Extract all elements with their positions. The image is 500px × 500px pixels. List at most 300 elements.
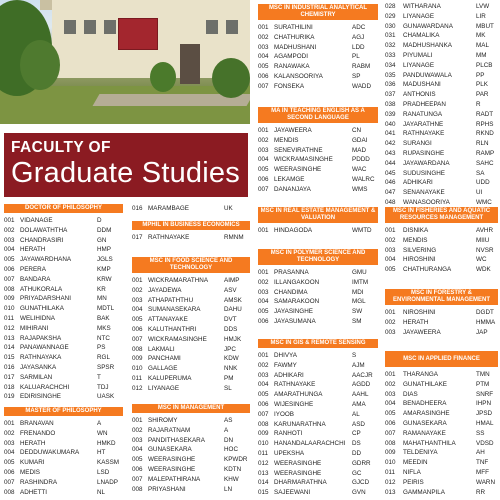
- entry-number: 016: [4, 363, 15, 371]
- list-item: [132, 335, 250, 345]
- list-item: [4, 265, 123, 275]
- entry-name: CHATHURANGA: [403, 266, 452, 274]
- entry-number: 016: [132, 205, 143, 212]
- list-item: [4, 245, 123, 255]
- entry-initials: DD: [352, 449, 362, 457]
- entry-name: WICKRAMASINGHE: [274, 156, 333, 164]
- entry-name: WICKRAMARATHNA: [148, 277, 209, 284]
- entry-number: 012: [132, 384, 143, 392]
- entry-name: VIDANAGE: [20, 217, 53, 224]
- entry-number: 005: [132, 316, 143, 324]
- section-header: MSC IN FORESTRY & ENVIRONMENTAL MANAGEMENT: [385, 289, 498, 305]
- section-msc-food-science: [132, 257, 250, 394]
- entry-initials: RMNM: [224, 234, 244, 241]
- entry-number: 012: [258, 459, 269, 467]
- list-item: [385, 90, 498, 100]
- entry-name: PERERA: [20, 265, 46, 273]
- entry-name: RATHNAYAKE: [403, 130, 445, 138]
- entry-number: 031: [385, 32, 396, 40]
- entry-initials: A: [97, 420, 102, 427]
- entry-number: 004: [258, 53, 269, 61]
- list-item: [258, 317, 378, 327]
- entry-name: PRIYADARSHANI: [20, 295, 71, 303]
- entry-name: JAYASUMANA: [274, 317, 316, 325]
- entry-initials: CP: [352, 430, 361, 438]
- entry-initials: SW: [352, 308, 363, 316]
- entry-initials: AVHR: [476, 227, 494, 234]
- entry-name: HANANDALAARACHCHI: [274, 440, 346, 448]
- list-item: [258, 351, 378, 361]
- entry-initials: HMAL: [476, 419, 494, 427]
- entry-initials: SS: [476, 429, 485, 437]
- list-item: [132, 445, 250, 455]
- entry-name: PANCHAMI: [148, 355, 181, 363]
- list-item: [385, 478, 498, 488]
- entry-number: 005: [258, 166, 269, 174]
- entry-number: 015: [4, 354, 15, 362]
- entry-number: 003: [258, 146, 269, 154]
- entry-initials: WMTD: [352, 227, 372, 234]
- entry-number: 015: [258, 489, 269, 497]
- entry-number: 011: [258, 449, 269, 457]
- section-continued-list: [385, 2, 498, 208]
- entry-initials: JAP: [476, 328, 488, 336]
- entry-initials: CN: [352, 127, 362, 134]
- entry-number: 046: [385, 179, 396, 187]
- entry-number: 013: [258, 469, 269, 477]
- entry-name: GAMMANPILA: [403, 488, 445, 496]
- entry-name: DISNIKA: [403, 227, 429, 234]
- list-item: [4, 255, 123, 265]
- entry-number: 010: [385, 459, 396, 467]
- entry-name: SENEVIRATHNE: [274, 146, 323, 154]
- list-item: [132, 315, 250, 325]
- entry-initials: SP: [352, 72, 361, 80]
- list-item: [385, 370, 498, 380]
- list-item: [385, 100, 498, 110]
- list-item: [4, 294, 123, 304]
- entry-name: WEERASINGHE: [274, 459, 322, 467]
- entry-initials: RADT: [476, 110, 494, 118]
- entry-name: PEIRIS: [403, 478, 424, 486]
- entry-name: HERATH: [20, 439, 46, 447]
- entry-number: 012: [385, 478, 396, 486]
- list-item: [4, 314, 123, 324]
- entry-name: KUMARI: [20, 459, 45, 467]
- entry-number: 008: [258, 420, 269, 428]
- entry-name: GUNAWARDANA: [403, 22, 453, 30]
- entry-number: 001: [258, 127, 269, 134]
- list-item: [132, 233, 250, 243]
- list-item: [385, 265, 498, 275]
- list-item: [258, 390, 378, 400]
- entry-name: AMARASINGHE: [403, 410, 450, 418]
- entry-initials: LN: [224, 485, 233, 493]
- entry-initials: AH: [476, 449, 485, 457]
- entry-name: FRENANDO: [20, 429, 56, 437]
- list-item: [258, 307, 378, 317]
- entry-initials: KMP: [97, 265, 111, 273]
- entry-name: MIHIRANI: [20, 324, 49, 332]
- list-item: [385, 419, 498, 429]
- list-item: [4, 478, 123, 488]
- entry-number: 008: [132, 345, 143, 353]
- entry-number: 042: [385, 140, 396, 148]
- entry-number: 005: [258, 391, 269, 399]
- list-item: [258, 288, 378, 298]
- entry-number: 004: [258, 156, 269, 164]
- entry-initials: AS: [224, 417, 233, 424]
- entry-name: GUNATHILAKE: [403, 380, 447, 388]
- entry-number: 002: [385, 236, 396, 244]
- entry-initials: SPSR: [97, 363, 115, 371]
- list-item: [4, 324, 123, 334]
- list-item: [385, 488, 498, 498]
- list-item: [385, 139, 498, 149]
- section-msc-fisheries: [385, 207, 498, 275]
- entry-name: SILVERING: [403, 246, 437, 254]
- list-item: [258, 72, 378, 82]
- entry-number: 003: [132, 436, 143, 444]
- entry-number: 008: [4, 488, 15, 496]
- list-item: [385, 236, 498, 246]
- list-item: [258, 52, 378, 62]
- entry-initials: MGL: [352, 298, 366, 306]
- entry-number: 004: [385, 256, 396, 264]
- entry-initials: RGL: [97, 354, 110, 362]
- list-item: [132, 465, 250, 475]
- list-item: [258, 175, 378, 185]
- entry-number: 011: [4, 314, 15, 322]
- list-item: [258, 371, 378, 381]
- entry-initials: MIIU: [476, 236, 490, 244]
- entry-number: 028: [385, 3, 396, 10]
- entry-name: PANDITHASEKARA: [148, 436, 205, 444]
- faculty-banner: [4, 133, 248, 197]
- entry-initials: SL: [224, 384, 232, 392]
- entry-name: ADHIKARI: [274, 371, 304, 379]
- entry-number: 045: [385, 169, 396, 177]
- entry-name: MALEPATHIRANA: [148, 475, 201, 483]
- entry-initials: WC: [476, 256, 487, 264]
- entry-initials: AGJ: [352, 33, 365, 41]
- list-item: [4, 468, 123, 478]
- entry-name: MEDIS: [20, 468, 40, 476]
- entry-number: 002: [258, 361, 269, 369]
- entry-name: KALANSOORIYA: [274, 72, 323, 80]
- entry-number: 017: [132, 234, 143, 241]
- entry-initials: AL: [352, 410, 360, 418]
- section-header: MSC IN INDUSTRIAL ANALYTICAL CHEMISTRY: [258, 4, 378, 20]
- entry-number: 009: [385, 449, 396, 457]
- entry-initials: UK: [224, 205, 233, 212]
- entry-number: 003: [258, 371, 269, 379]
- entry-name: SARMILAN: [20, 373, 53, 381]
- entry-name: LIYANAGE: [148, 384, 180, 392]
- entry-name: WANASOORIYA: [403, 198, 450, 206]
- section-header: MSC IN MANAGEMENT: [132, 404, 250, 413]
- list-item: [385, 80, 498, 90]
- entry-name: WEERASINGHE: [148, 456, 196, 464]
- entry-initials: IHPN: [476, 400, 492, 408]
- entry-name: MADUSHANI: [403, 81, 441, 89]
- list-item: [258, 268, 378, 278]
- list-item: [385, 149, 498, 159]
- list-item: [385, 159, 498, 169]
- section-msc-real-estate: [258, 207, 378, 236]
- entry-number: 007: [258, 410, 269, 418]
- entry-name: RATHNAYAKE: [148, 234, 190, 241]
- entry-number: 003: [385, 390, 396, 398]
- entry-initials: JPC: [224, 345, 236, 353]
- list-item: [258, 82, 378, 92]
- entry-number: 002: [132, 426, 143, 434]
- entry-number: 006: [4, 265, 15, 273]
- entry-number: 006: [258, 400, 269, 408]
- entry-name: JAYASANKA: [20, 363, 57, 371]
- entry-name: SUMANASEKARA: [148, 306, 201, 314]
- entry-number: 005: [4, 459, 15, 467]
- section-header: MASTER OF PHILOSOPHY: [4, 407, 123, 416]
- entry-number: 047: [385, 189, 396, 197]
- entry-initials: KHW: [224, 475, 239, 483]
- section-msc-applied-finance: [385, 351, 498, 497]
- section-mphil-business-economics: [132, 221, 250, 243]
- entry-name: NIFLA: [403, 468, 421, 476]
- entry-initials: TDJ: [97, 383, 109, 391]
- entry-number: 014: [4, 344, 15, 352]
- entry-number: 001: [258, 269, 269, 276]
- entry-initials: PDDD: [352, 156, 370, 164]
- entry-number: 009: [258, 430, 269, 438]
- list-item: [4, 285, 123, 295]
- entry-number: 004: [4, 246, 15, 254]
- list-item: [132, 426, 250, 436]
- list-item: [258, 488, 378, 498]
- entry-initials: GDRR: [352, 459, 371, 467]
- entry-initials: WDK: [476, 266, 491, 274]
- entry-name: ATHAPATHTHU: [148, 296, 194, 304]
- entry-initials: WAC: [352, 166, 367, 174]
- entry-initials: JPSD: [476, 410, 493, 418]
- entry-initials: PM: [224, 374, 234, 382]
- entry-number: 003: [258, 288, 269, 296]
- entry-name: PIYUMALI: [403, 51, 433, 59]
- section-header: MSC IN APPLIED FINANCE: [385, 351, 498, 367]
- entry-initials: KRW: [97, 275, 112, 283]
- entry-name: DHARMARATHNA: [274, 479, 327, 487]
- list-item: [385, 120, 498, 130]
- entry-number: 005: [258, 308, 269, 316]
- entry-name: THARANGA: [403, 371, 438, 378]
- list-item: [385, 169, 498, 179]
- section-header: MPHIL IN BUSINESS ECONOMICS: [132, 221, 250, 230]
- entry-initials: MAD: [352, 146, 366, 154]
- entry-initials: ADC: [352, 24, 366, 31]
- entry-initials: WALRC: [352, 175, 375, 183]
- entry-name: HERATH: [20, 246, 46, 254]
- entry-name: FAWMY: [274, 361, 297, 369]
- entry-number: 004: [132, 446, 143, 454]
- entry-initials: DGDT: [476, 309, 494, 316]
- entry-number: 004: [132, 306, 143, 314]
- list-item: [132, 296, 250, 306]
- entry-number: 002: [385, 380, 396, 388]
- list-item: [132, 374, 250, 384]
- entry-number: 013: [385, 488, 396, 496]
- entry-number: 001: [258, 227, 269, 234]
- entry-number: 048: [385, 198, 396, 206]
- list-item: [4, 439, 123, 449]
- section-continued: [132, 204, 250, 214]
- list-item: [385, 31, 498, 41]
- entry-name: JAYAWARDHANA: [20, 256, 72, 264]
- list-item: [132, 436, 250, 446]
- entry-initials: RKND: [476, 130, 494, 138]
- entry-name: PRADHEEPAN: [403, 100, 446, 108]
- entry-initials: WADD: [352, 82, 372, 90]
- entry-initials: S: [352, 352, 357, 359]
- entry-name: CHAMALIKA: [403, 32, 440, 40]
- entry-number: 013: [4, 334, 15, 342]
- entry-name: GUNATHILAKA: [20, 305, 64, 313]
- list-item: [258, 380, 378, 390]
- campus-photo: [0, 0, 250, 124]
- list-item: [4, 236, 123, 246]
- entry-initials: A: [224, 426, 229, 434]
- entry-initials: BAK: [97, 314, 110, 322]
- entry-number: 001: [385, 371, 396, 378]
- entry-name: DEDDUWAKUMARA: [20, 449, 80, 457]
- entry-name: SUDUSINGHE: [403, 169, 445, 177]
- university-sign: [118, 18, 158, 50]
- list-item: [258, 226, 378, 236]
- entry-number: 006: [385, 419, 396, 427]
- list-item: [4, 458, 123, 468]
- entry-number: 033: [385, 51, 396, 59]
- entry-name: EDIRISINGHE: [20, 393, 61, 401]
- entry-number: 008: [4, 285, 15, 293]
- list-item: [258, 185, 378, 195]
- entry-number: 009: [4, 295, 15, 303]
- entry-initials: PLK: [476, 81, 488, 89]
- entry-name: KALUTHANTHRI: [148, 325, 197, 333]
- list-item: [4, 343, 123, 353]
- entry-name: SAJEEWANI: [274, 489, 311, 497]
- entry-initials: TMN: [476, 371, 490, 378]
- entry-name: SENANAYAKE: [403, 189, 445, 197]
- entry-number: 006: [258, 317, 269, 325]
- section-header: MSC IN FOOD SCIENCE AND TECHNOLOGY: [132, 257, 250, 273]
- entry-name: KALUARACHCHI: [20, 383, 70, 391]
- list-item: [132, 325, 250, 335]
- list-item: [4, 304, 123, 314]
- entry-initials: PS: [97, 344, 106, 352]
- list-item: [258, 165, 378, 175]
- entry-number: 001: [385, 227, 396, 234]
- entry-name: MADHUSHANI: [274, 43, 317, 51]
- list-item: [258, 449, 378, 459]
- entry-initials: GC: [352, 469, 362, 477]
- section-msc-industrial-analytical-chemistry: [258, 4, 378, 92]
- list-item: [258, 297, 378, 307]
- entry-initials: NNK: [224, 365, 238, 373]
- entry-name: ANTHONIS: [403, 91, 436, 99]
- entry-number: 007: [132, 335, 143, 343]
- list-item: [385, 22, 498, 32]
- entry-initials: AACJR: [352, 371, 373, 379]
- entry-number: 001: [258, 352, 269, 359]
- entry-name: WEERASINGHE: [274, 166, 322, 174]
- banner-title: Graduate Studies: [11, 157, 240, 189]
- entry-name: MEEDIN: [403, 459, 428, 467]
- list-item: [258, 43, 378, 53]
- entry-number: 011: [385, 468, 396, 476]
- entry-initials: D: [97, 217, 102, 224]
- entry-name: RANAWAKA: [274, 63, 310, 71]
- entry-number: 007: [132, 475, 143, 483]
- entry-number: 010: [4, 305, 15, 313]
- entry-number: 003: [4, 439, 15, 447]
- entry-initials: NTC: [97, 334, 110, 342]
- entry-name: WIJESINGHE: [274, 400, 314, 408]
- list-item: [258, 420, 378, 430]
- entry-number: 035: [385, 71, 396, 79]
- entry-name: RAJAPAKSHA: [20, 334, 62, 342]
- section-header: MSC IN GIS & REMOTE SENSING: [258, 339, 378, 348]
- entry-name: RATHNAYAKE: [274, 381, 316, 389]
- list-item: [385, 2, 498, 12]
- entry-name: HERATH: [403, 318, 429, 326]
- entry-name: JAYAWEERA: [403, 328, 441, 336]
- entry-initials: WMS: [352, 185, 368, 193]
- entry-initials: MDI: [352, 288, 364, 296]
- list-item: [258, 136, 378, 146]
- entry-name: NIROSHINI: [403, 309, 436, 316]
- entry-initials: DDM: [97, 226, 112, 234]
- entry-number: 001: [385, 309, 396, 316]
- section-header: MA IN TEACHING ENGLISH AS A SECOND LANGUAGE: [258, 107, 378, 123]
- entry-name: MENDIS: [274, 136, 299, 144]
- entry-name: JAYAWARDANA: [403, 159, 450, 167]
- entry-name: WITHARANA: [403, 3, 441, 10]
- entry-number: 003: [385, 328, 396, 336]
- entry-name: AMARATHUNGA: [274, 391, 323, 399]
- entry-number: 007: [258, 82, 269, 90]
- list-item: [4, 353, 123, 363]
- entry-number: 007: [385, 429, 396, 437]
- entry-initials: HMKD: [97, 439, 116, 447]
- entry-name: BRANAVAN: [20, 420, 54, 427]
- entry-name: MAHATHANTHILA: [403, 439, 456, 447]
- list-item: [258, 278, 378, 288]
- entry-initials: MK: [476, 32, 486, 40]
- list-item: [385, 409, 498, 419]
- entry-number: 041: [385, 130, 396, 138]
- entry-number: 002: [385, 318, 396, 326]
- entry-initials: HT: [97, 449, 106, 457]
- entry-name: RASHINDRA: [20, 478, 58, 486]
- entry-initials: RAMP: [476, 149, 495, 157]
- entry-number: 014: [258, 479, 269, 487]
- entry-number: 036: [385, 81, 396, 89]
- list-item: [258, 410, 378, 420]
- entry-name: RAJARATNAM: [148, 426, 191, 434]
- list-item: [132, 485, 250, 495]
- entry-number: 002: [4, 429, 15, 437]
- section-msc-management: [132, 404, 250, 494]
- list-item: [385, 51, 498, 61]
